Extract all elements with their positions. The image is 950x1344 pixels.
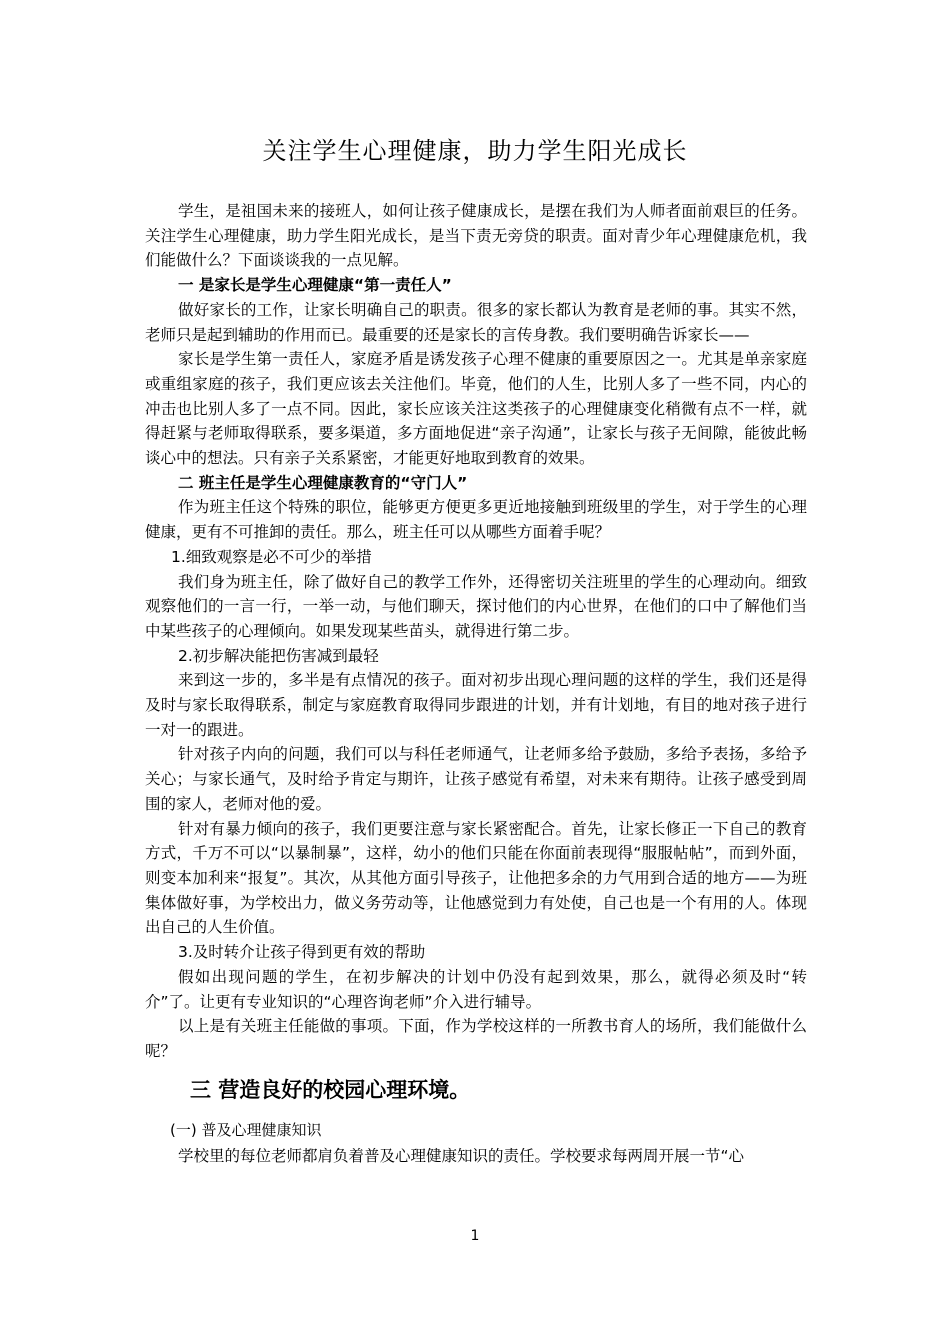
subheading-2: 2.初步解决能把伤害减到最轻 bbox=[178, 646, 379, 665]
subheading-1: 1.细致观察是必不可少的举措 bbox=[171, 547, 372, 566]
document-title: 关注学生心理健康，助力学生阳光成长 bbox=[262, 137, 688, 165]
page-number: 1 bbox=[470, 1228, 480, 1244]
document-body bbox=[145, 199, 807, 1168]
section-heading-1: 一 是家长是学生心理健康“第一责任人” bbox=[178, 276, 452, 295]
subheading-3: 3.及时转介让孩子得到更有效的帮助 bbox=[178, 943, 426, 962]
subheading-3-1: (一) 普及心理健康知识 bbox=[170, 1120, 322, 1139]
paragraph: 来到这一步的，多半是有点情况的孩子。面对初步出现心理问题的这样的学生，我们还是得及时与家长取得联系，制定与家庭教育取得同步跟进的计划，并有计划地，有目的地对孩子进行一对一的跟进。 bbox=[145, 671, 807, 739]
paragraph: 以上是有关班主任能做的事项。下面，作为学校这样的一所教书育人的场所，我们能做什么呢？ bbox=[145, 1017, 807, 1060]
section-heading-3: 三 营造良好的校园心理环境。 bbox=[190, 1077, 471, 1102]
paragraph: 作为班主任这个特殊的职位，能够更方便更多更近地接触到班级里的学生，对于学生的心理健康，更有不可推卸的责任。那么，班主任可以从哪些方面着手呢？ bbox=[145, 498, 807, 542]
paragraph: 我们身为班主任，除了做好自己的教学工作外，还得密切关注班里的学生的心理动向。细致观察他们的一言一行，一举一动，与他们聊天，探讨他们的内心世界，在他们的口中了解他们当中某些孩子的心理倾向。如果发现某些苗头，就得进行第二步。 bbox=[145, 572, 807, 640]
paragraph: 假如出现问题的学生，在初步解决的计划中仍没有起到效果，那么，就得必须及时“转介”了。让更有专业知识的“心理咨询老师”介入进行辅导。 bbox=[145, 967, 807, 1011]
section-heading-2: 二 班主任是学生心理健康教育的“守门人” bbox=[178, 473, 468, 492]
paragraph: 针对有暴力倾向的孩子，我们更要注意与家长紧密配合。首先，让家长修正一下自己的教育方式，千万不可以“以暴制暴”，这样，幼小的他们只能在你面前表现得“服服帖帖”，而到外面，则变本加利来“报复”。其次，从其他方面引导孩子，让他把多余的力气用到合适的地方——为班集体做好事，为学校出力，做义务劳动等，让他感觉到力有处使，自己也是一个有用的人。体现出自己的人生价值。 bbox=[145, 819, 807, 937]
paragraph: 学校里的每位老师都肩负着普及心理健康知识的责任。学校要求每两周开展一节“心 bbox=[178, 1146, 745, 1165]
paragraph: 做好家长的工作，让家长明确自己的职责。很多的家长都认为教育是老师的事。其实不然，老师只是起到辅助的作用而已。最重要的还是家长的言传身教。我们要明确告诉家长—— bbox=[145, 300, 807, 344]
intro-paragraph: 学生，是祖国未来的接班人，如何让孩子健康成长，是摆在我们为人师者面前艰巨的任务。关注学生心理健康，助力学生阳光成长，是当下责无旁贷的职责。面对青少年心理健康危机，我们能做什么？下面谈谈我的一点见解。 bbox=[145, 202, 807, 270]
paragraph: 针对孩子内向的问题，我们可以与科任老师通气，让老师多给予鼓励，多给予表扬，多给予关心；与家长通气，及时给予肯定与期许，让孩子感觉有希望，对未来有期待。让孩子感受到周围的家人，老师对他的爱。 bbox=[145, 745, 807, 813]
paragraph: 家长是学生第一责任人，家庭矛盾是诱发孩子心理不健康的重要原因之一。尤其是单亲家庭或重组家庭的孩子，我们更应该去关注他们。毕竟，他们的人生，比别人多了一些不同，内心的冲击也比别人多了一点不同。因此，家长应该关注这类孩子的心理健康变化稍微有点不一样，就得赶紧与老师取得联系，要多渠道，多方面地促进“亲子沟通”，让家长与孩子无间隙，能彼此畅谈心中的想法。只有亲子关系紧密，才能更好地取到教育的效果。 bbox=[145, 350, 807, 468]
